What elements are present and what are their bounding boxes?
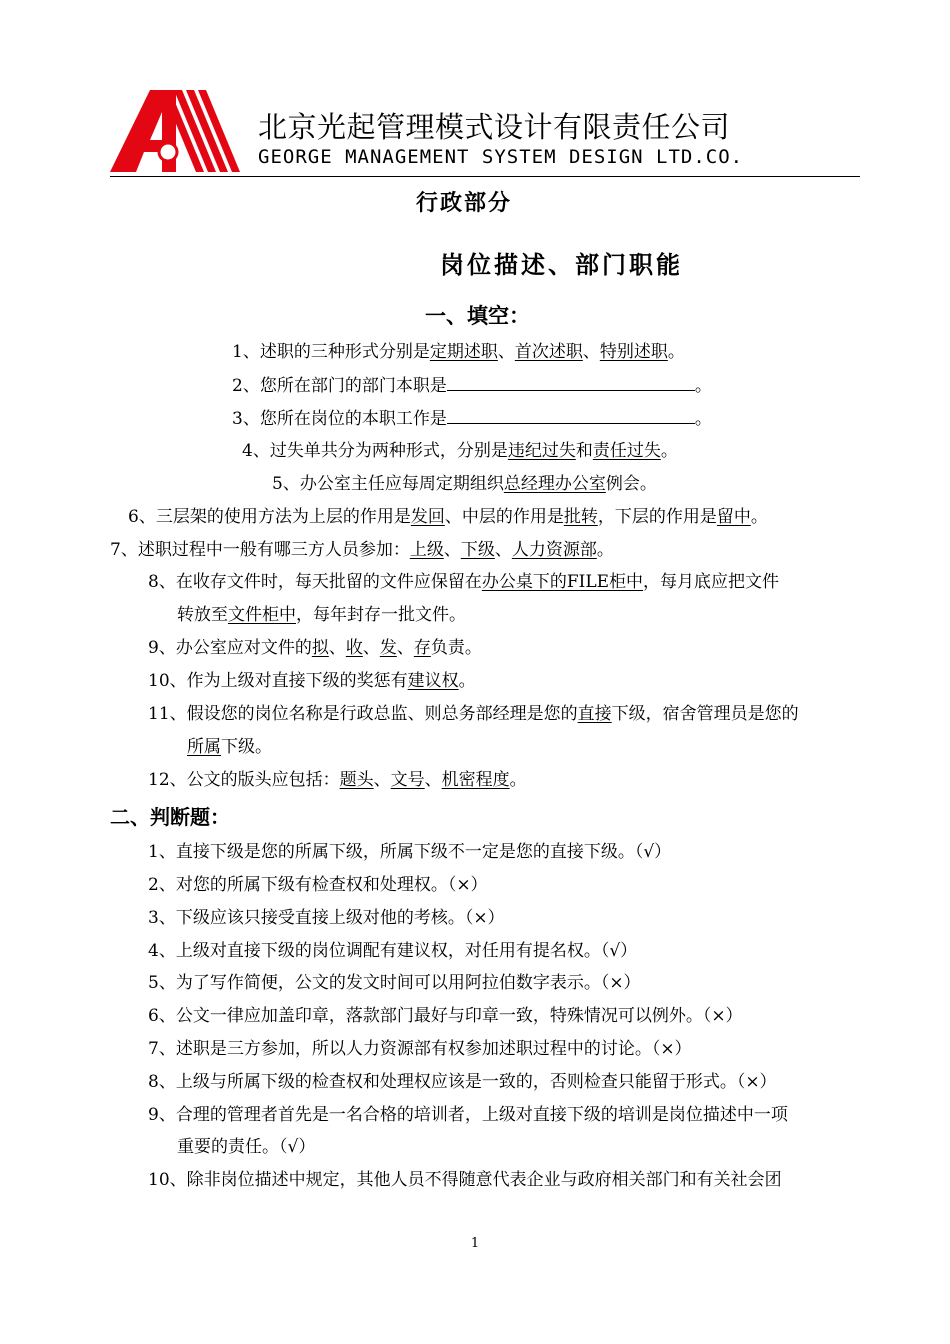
judge-item-9: 9、合理的管理者首先是一名合格的培训者，上级对直接下级的培训是岗位描述中一项 — [148, 1105, 788, 1125]
judge-item-1: 1、直接下级是您的所属下级，所属下级不一定是您的直接下级。（√） — [148, 842, 672, 862]
fill-item-8-cont: 转放至文件柜中，每年封存一批文件。 — [177, 605, 466, 625]
fill-item-2: 2、您所在部门的部门本职是 。 — [232, 373, 712, 398]
fill-item-11: 11、假设您的岗位名称是行政总监、则总务部经理是您的直接下级，宿舍管理员是您的 — [148, 704, 799, 724]
fill-item-7: 7、述职过程中一般有哪三方人员参加：上级、下级、人力资源部。 — [110, 540, 614, 560]
fill-item-1: 1、述职的三种形式分别是定期述职、首次述职、特别述职。 — [232, 342, 685, 362]
judge-item-6: 6、公文一律应加盖印章，落款部门最好与印章一致，特殊情况可以例外。（×） — [148, 1006, 743, 1026]
header-divider — [110, 176, 860, 177]
section1-heading: 一、填空： — [425, 304, 530, 328]
judge-item-7: 7、述职是三方参加，所以人力资源部有权参加述职过程中的讨论。（×） — [148, 1039, 692, 1059]
judge-item-9-cont: 重要的责任。（√） — [177, 1137, 316, 1157]
answer-blank — [447, 406, 695, 424]
judge-item-2: 2、对您的所属下级有检查权和处理权。（×） — [148, 875, 488, 895]
document-title: 行政部分 — [416, 191, 513, 216]
section2-heading: 二、判断题： — [110, 805, 230, 829]
fill-item-6: 6、三层架的使用方法为上层的作用是发回、中层的作用是批转，下层的作用是留中。 — [128, 507, 768, 527]
judge-item-3: 3、下级应该只接受直接上级对他的考核。（×） — [148, 908, 505, 928]
fill-item-10: 10、作为上级对直接下级的奖惩有建议权。 — [148, 671, 476, 691]
judge-item-4: 4、上级对直接下级的岗位调配有建议权，对任用有提名权。（√） — [148, 941, 638, 961]
answer-blank — [447, 373, 695, 391]
document-subtitle: 岗位描述、部门职能 — [440, 251, 683, 279]
fill-item-3: 3、您所在岗位的本职工作是 。 — [232, 406, 712, 431]
judge-item-5: 5、为了写作简便，公文的发文时间可以用阿拉伯数字表示。（×） — [148, 973, 641, 993]
company-name-en: GEORGE MANAGEMENT SYSTEM DESIGN LTD.CO. — [258, 146, 744, 168]
fill-item-8: 8、在收存文件时，每天批留的文件应保留在办公桌下的FILE柜中，每月底应把文件 — [148, 572, 780, 592]
fill-item-11-cont: 所属下级。 — [187, 737, 272, 757]
fill-item-4: 4、过失单共分为两种形式，分别是违纪过失和责任过失。 — [242, 441, 678, 461]
company-name-cn: 北京光起管理模式设计有限责任公司 — [258, 110, 731, 144]
page-number: 1 — [470, 1236, 480, 1251]
judge-item-10: 10、除非岗位描述中规定，其他人员不得随意代表企业与政府相关部门和有关社会团 — [148, 1170, 782, 1190]
company-logo — [110, 90, 240, 172]
judge-item-8: 8、上级与所属下级的检查权和处理权应该是一致的，否则检查只能留于形式。（×） — [148, 1072, 777, 1092]
fill-item-12: 12、公文的版头应包括：题头、文号、机密程度。 — [148, 770, 527, 790]
fill-item-5: 5、办公室主任应每周定期组织总经理办公室例会。 — [272, 474, 657, 494]
fill-item-9: 9、办公室应对文件的拟、收、发、存负责。 — [148, 638, 482, 658]
